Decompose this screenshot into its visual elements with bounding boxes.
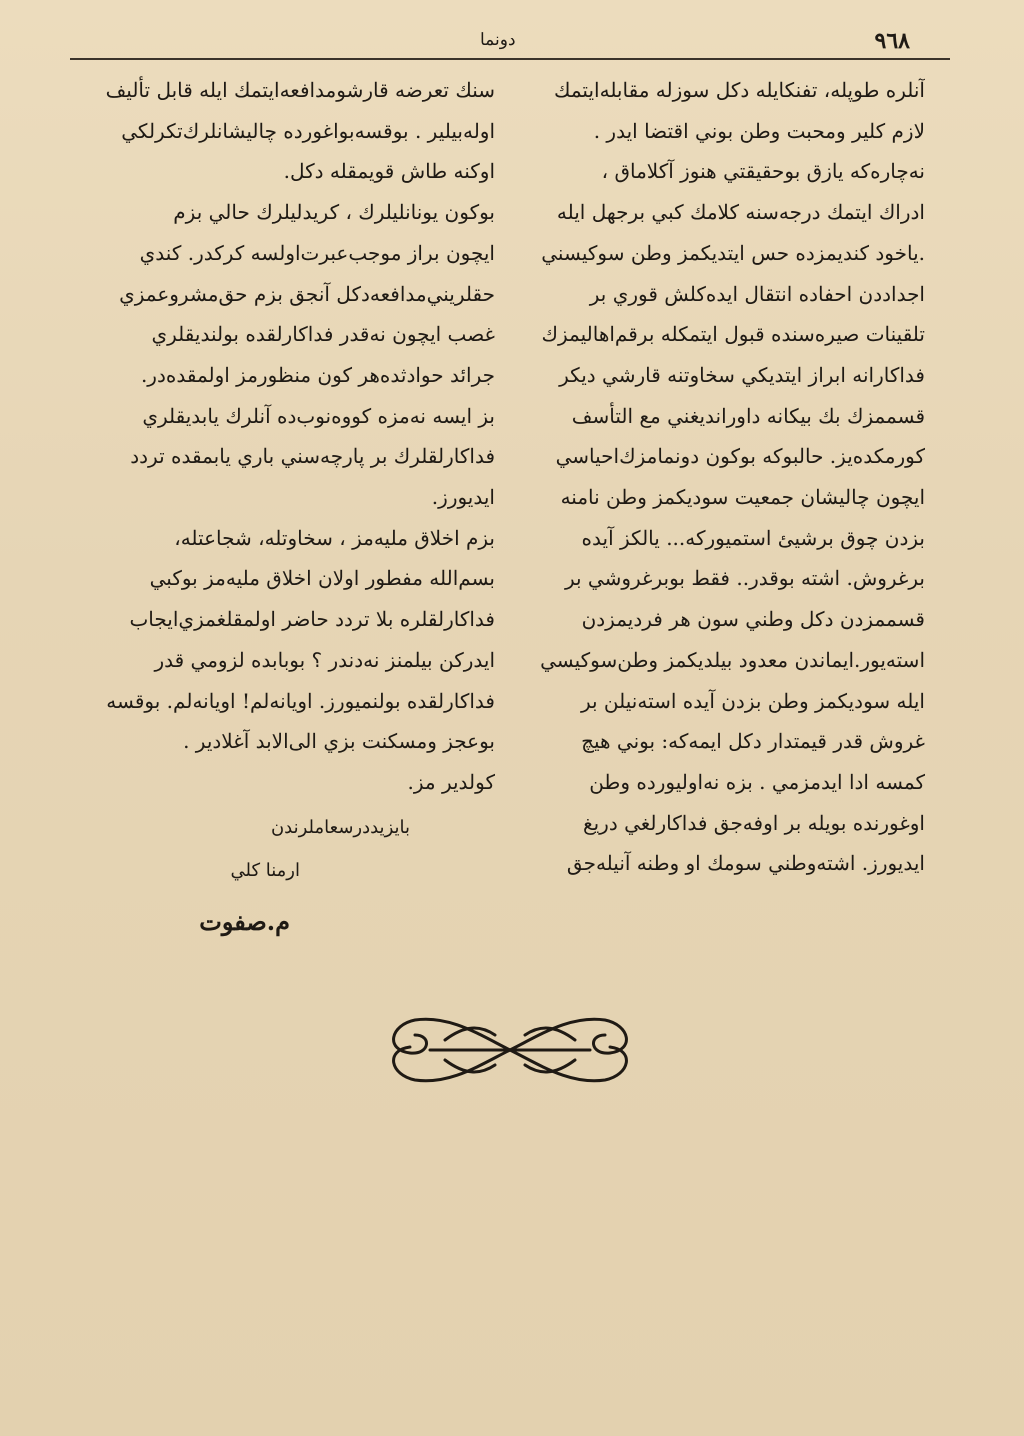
text-line: قسممزدن دكل وطني سون هر فرديمزدن <box>581 607 925 632</box>
text-line: استه‌يور.ايماندن معدود بيلديكمز وطن‌سوكيسي <box>540 647 925 672</box>
text-line: برغروش. اشته بوقدر.. فقط بوبرغروشي بر <box>564 566 925 591</box>
text-line: بسم‌الله مفطور اولان اخلاق مليه‌مز بوكبي <box>149 566 495 591</box>
text-line: كولدير مز. <box>407 769 495 794</box>
text-line: جرائد حوادثده‌هر كون منظورمز اولمقده‌در. <box>140 362 495 387</box>
text-line: آنلره طوپله، تفنكايله دكل سوزله مقابله‌ايتمك <box>554 78 925 102</box>
text-line: تلقينات صيره‌سنده قبول ايتمكله برقم‌اهاليمزك <box>541 322 925 347</box>
text-line: لازم كلير ومحبت وطن بوني اقتضا ايدر . <box>593 118 925 143</box>
author-signature <box>120 815 420 945</box>
signature-place: بايزيددرسعاملرندن <box>270 817 410 838</box>
text-line: ايچون چاليشان جمعيت سوديكمز وطن نامنه <box>560 485 925 510</box>
text-line: اوغورنده بويله بر اوفه‌جق فداكارلغي دريغ <box>582 810 925 835</box>
text-line: غروش قدر قيمتدار دكل ايمه‌كه: بوني هيچ <box>581 729 925 754</box>
text-line: ايديورز. <box>431 485 495 510</box>
text-line: فداكارلقلرك بر پارچه‌سني باري يابمقده تردد <box>130 444 495 469</box>
text-line: اوكنه طاش قويمقله دكل. <box>283 159 495 184</box>
text-line: بوكون يونانليلرك ، كريدليلرك حالي بزم <box>173 200 495 225</box>
text-line: .ياخود كنديمزده حس ايتديكمز وطن سوكيسني <box>541 240 925 265</box>
text-line: بزم اخلاق مليه‌مز ، سخاوتله، شجاعتله، <box>174 525 495 550</box>
left-text-column <box>95 70 495 803</box>
text-line: ادراك ايتمك درجه‌سنه كلامك كبي برجهل ايله <box>556 200 925 225</box>
text-line: كمسه ادا ايدمزمي . بزه نه‌اوليورده وطن <box>589 769 925 794</box>
text-line: غصب ايچون نه‌قدر فداكارلقده بولنديقلري <box>151 322 495 347</box>
text-line: بزدن چوق برشيئ استميوركه... يالكز آيده <box>581 525 925 550</box>
decorative-flourish-ornament <box>370 995 650 1105</box>
text-line: اجداددن احفاده انتقال ايده‌كلش قوري بر <box>589 281 925 306</box>
page-number: ٩٦٨ <box>874 28 910 54</box>
page-header <box>70 22 950 62</box>
signature-town: ارمنا كلي <box>230 860 300 881</box>
header-rule <box>70 58 950 62</box>
text-line: ايله سوديكمز وطن بزدن آيده استه‌نيلن بر <box>580 688 925 713</box>
text-line: سنك تعرضه قارشومدافعه‌ايتمك ايله قابل تأليف <box>105 78 495 102</box>
running-title: دونما <box>480 30 516 50</box>
text-line: قسممزك بك بيكانه داورانديغني مع التأسف <box>571 403 925 428</box>
text-line: فداكارلقلره بلا تردد حاضر اولمقلغمزي‌ايجاب <box>129 607 495 632</box>
text-line: فداكارانه ابراز ايتديكي سخاوتنه قارشي ديكر <box>559 362 925 387</box>
right-text-column <box>525 70 925 884</box>
text-line: ايديورز. اشته‌وطني سومك او وطنه آنيله‌جق <box>566 851 925 876</box>
text-line: كورمكده‌يز. حالبوكه بوكون دونمامزك‌احياسي <box>555 444 925 469</box>
text-line: نه‌چاره‌كه يازق بوحقيقتي هنوز آكلاماق ، <box>601 159 925 184</box>
text-line: بز ايسه نه‌مزه كووه‌نوب‌ده آنلرك يابديقلري <box>142 403 495 428</box>
text-line: اوله‌بيلير . بوقسه‌بواغورده چاليشانلرك‌تكرلكي <box>121 118 495 143</box>
text-line: ايدركن بيلمنز نه‌دندر ؟ بوبابده لزومي قدر <box>154 647 495 672</box>
text-line: ايچون براز موجب‌عبرت‌اولسه كركدر. كندي <box>139 240 495 265</box>
text-line: بوعجز ومسكنت بزي الى‌الابد آغلادير . <box>183 729 495 754</box>
text-line: حقلريني‌مدافعه‌دكل آنجق بزم حق‌مشروعمزي <box>119 281 495 306</box>
signature-name: م.صفوت <box>199 907 290 936</box>
text-line: فداكارلقده بولنميورز. اويانه‌لم! اويانه‌لم. بوقسه <box>106 688 495 713</box>
